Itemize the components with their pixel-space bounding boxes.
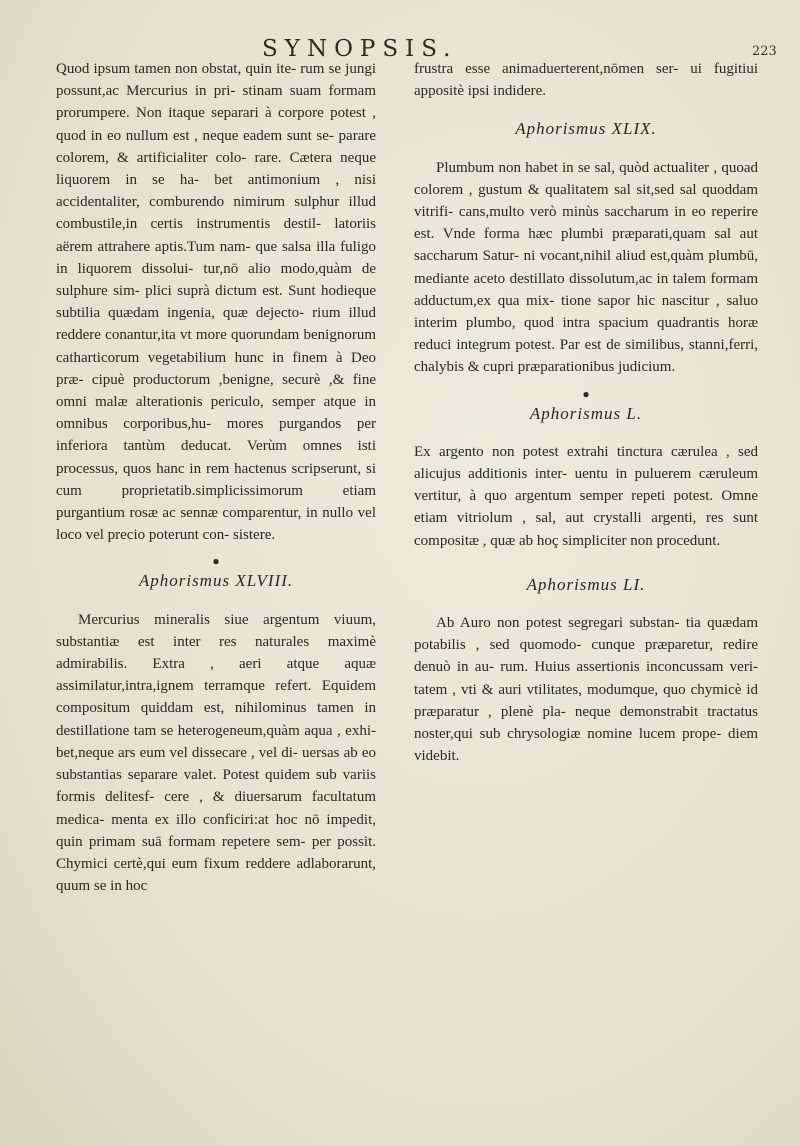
text-line: latoriis aërem attrahere aptis.Tum nam- [56,216,376,255]
text-line: qualitatem sal sit,sed sal quoddam vitrifi- [414,181,758,221]
aphorism-heading-51: Aphorismus LI. [526,574,646,594]
page-number: 223 [752,44,777,59]
text-line: ni vocant,nihil aliud est,quàm plumbū, [523,248,758,265]
text-line: similibus, stanni,ferri, chalybis & cupri [414,337,759,376]
paragraph-aphorism-48 [56,609,376,898]
text-line: ui fugitiui appositè ipsi indidere. [414,61,758,100]
text-line: argenti, res sunt compositæ , quæ ab hoç [414,510,759,549]
text-line: uersas ab eo substantias separare valet. [56,744,376,784]
text-line: stinam suam formam prorumpere. Non [56,83,376,122]
text-line: Plumbum non habet in se sal, quòd [436,159,650,176]
text-line: rare. Cætera neque liquorem in se ha- [56,149,376,189]
text-line: Ab Auro non potest segregari substan- [436,615,680,632]
aphorism-heading-48: Aphorismus XLVIII. [138,571,294,591]
text-line: cærulea , sed alicujus additionis inter- [414,443,758,483]
text-line: menta ex illo conficiri:at hoc nō impedit, [111,811,376,828]
text-line: refert. Equidem compositum quiddam [56,678,376,717]
paragraph-aphorism-49 [414,157,758,379]
text-line: tatem , vti & auri vtilitates, modumque, [414,681,659,698]
text-line: cunque præparetur, redire denuò in au- [414,637,758,676]
text-line: Ex argento non potest extrahi tinctura [414,443,663,460]
text-line: mores purgandos per inferiora tantùm [56,416,377,455]
text-line: est, nihilominus tamen in destillatione [56,700,377,739]
text-line: plici suprà dictum est. Sunt hodieque [145,283,376,300]
text-line: rum se jungi possunt,ac Mercurius in pri- [56,61,377,100]
text-line: per possit. Chymici certè,qui eum fixum [56,833,377,872]
ornament-dot: ● [582,386,590,401]
text-line: mediante aceto destillato dissolutum,ac [414,270,653,287]
text-line: deducat. Verùm omnes isti processus, [56,438,377,477]
paragraph-continued [56,58,376,546]
text-line: reddere adlaborarunt, quum se in hoc [56,855,377,895]
text-line: bet,neque ars eum vel dissecare , vel di- [56,744,298,761]
text-line: actualiter , quoad colorem , gustum & [414,159,758,198]
text-line: cere , & diuersarum facultatum medica- [56,789,377,828]
text-line: comburendo nimirum sulphur illud [149,194,376,211]
text-line: combustile,in certis instrumentis destil- [56,216,322,233]
text-line: Quod ipsum tamen non obstat, quin ite- [56,61,297,77]
text-line: à quo argentum semper repeti potest. [469,488,714,505]
text-line: Potest quidem sub variis formis delitesf- [56,767,376,806]
text-line: cans,multo verò minùs saccharum in eo [458,204,706,221]
text-line: sub chrysologiæ nomine lucem prope- [479,726,722,743]
text-line: cum proprietatib.simplicissimorum etiam [56,482,376,499]
text-line: diem videbit. [414,726,759,765]
paragraph-aphorism-51 [414,612,758,767]
text-line: horæ reduci integrum potest. Par est de [414,315,759,354]
paragraph-continued [414,58,758,102]
text-line: vegetabilium hunc in finem à Deo præ- [56,349,377,388]
text-line: sistere. [233,527,276,544]
text-line: tur,nō alio modo,quàm de sulphure sim- [56,260,377,300]
text-line: simpliciter non procedunt. [562,532,721,549]
text-line: quorundam benignorum catharticorum [56,327,377,366]
text-line: neque demonstrabit tractatus noster,qui [414,703,759,743]
text-line: quos hanc in rem hactenus scripserunt, si [122,460,376,477]
text-line: reperire est. Vnde forma hæc plumbi [414,204,759,243]
text-line: rium illud reddere conantur,ita vt more [56,305,376,344]
text-line: tia quædam potabilis , sed quomodo- [414,615,758,654]
text-line: semper atque in omnibus corporibus,hu- [56,394,377,433]
text-line: subtilia quædam ingenia, quæ dejecto- [56,305,305,322]
text-line: itaque separari à corpore potest , quod [56,105,376,144]
text-line: uentu in puluerem cæruleum vertitur, [414,466,758,505]
text-line: in eo nullum est , neque eadem sunt se- [90,127,334,144]
text-line: præparationibus judicium. [517,359,676,376]
text-line: maximè admirabilis. Extra , aeri atque [56,633,377,673]
text-line: tione sapor hic nascitur , saluo interim [414,292,758,332]
text-line: parare colorem, & artificialiter colo- [56,127,377,166]
paragraph-aphorism-50 [414,441,758,552]
text-line: frustra esse animaduerterent,nōmen ser- [414,61,679,77]
aphorism-heading-50: Aphorismus L. [529,403,643,423]
text-line: cipuè productorum ,benigne, securè ,& [91,371,345,388]
text-line: rum. Huius assertionis inconcussam veri- [500,659,758,676]
text-line: fine omni malæ alterationis periculo, [56,371,377,411]
text-line: que salsa illa fuligo in liquorem dissolui- [56,238,377,277]
text-line: tam se heterogeneum,quàm aqua , exhi- [133,722,376,739]
text-line: purgantium rosæ ac sennæ comparentur, [56,505,302,522]
text-line: quo chymicè id præparatur , plenè pla- [414,681,758,720]
running-title: SYNOPSIS. [262,36,458,62]
ornament-dot: ● [212,554,220,569]
text-line: Mercurius mineralis siue argentum [78,611,320,628]
text-line: in talem formam adductum,ex qua mix- [414,270,758,309]
text-line: viuum, substantiæ est inter res naturales [56,611,376,650]
text-line: præparati,quam sal aut saccharum Satur- [414,226,758,265]
aphorism-heading-49: Aphorismus XLIX. [515,119,657,139]
text-line: quin primam suā formam repetere sem- [56,833,306,850]
text-line: bet antimonium , nisi accidentaliter, [56,172,376,211]
text-line: in nullo vel loco vel precio poterunt con- [56,505,377,544]
right-column [414,58,758,767]
text-line: aquæ assimilatur,intra,ignem terramque [56,656,377,695]
text-line: Omne etiam vitriolum , sal, aut crystalli [414,488,759,527]
text-line: plumbo, quod intra spacium quadrantis [465,315,720,332]
left-column [56,58,376,897]
